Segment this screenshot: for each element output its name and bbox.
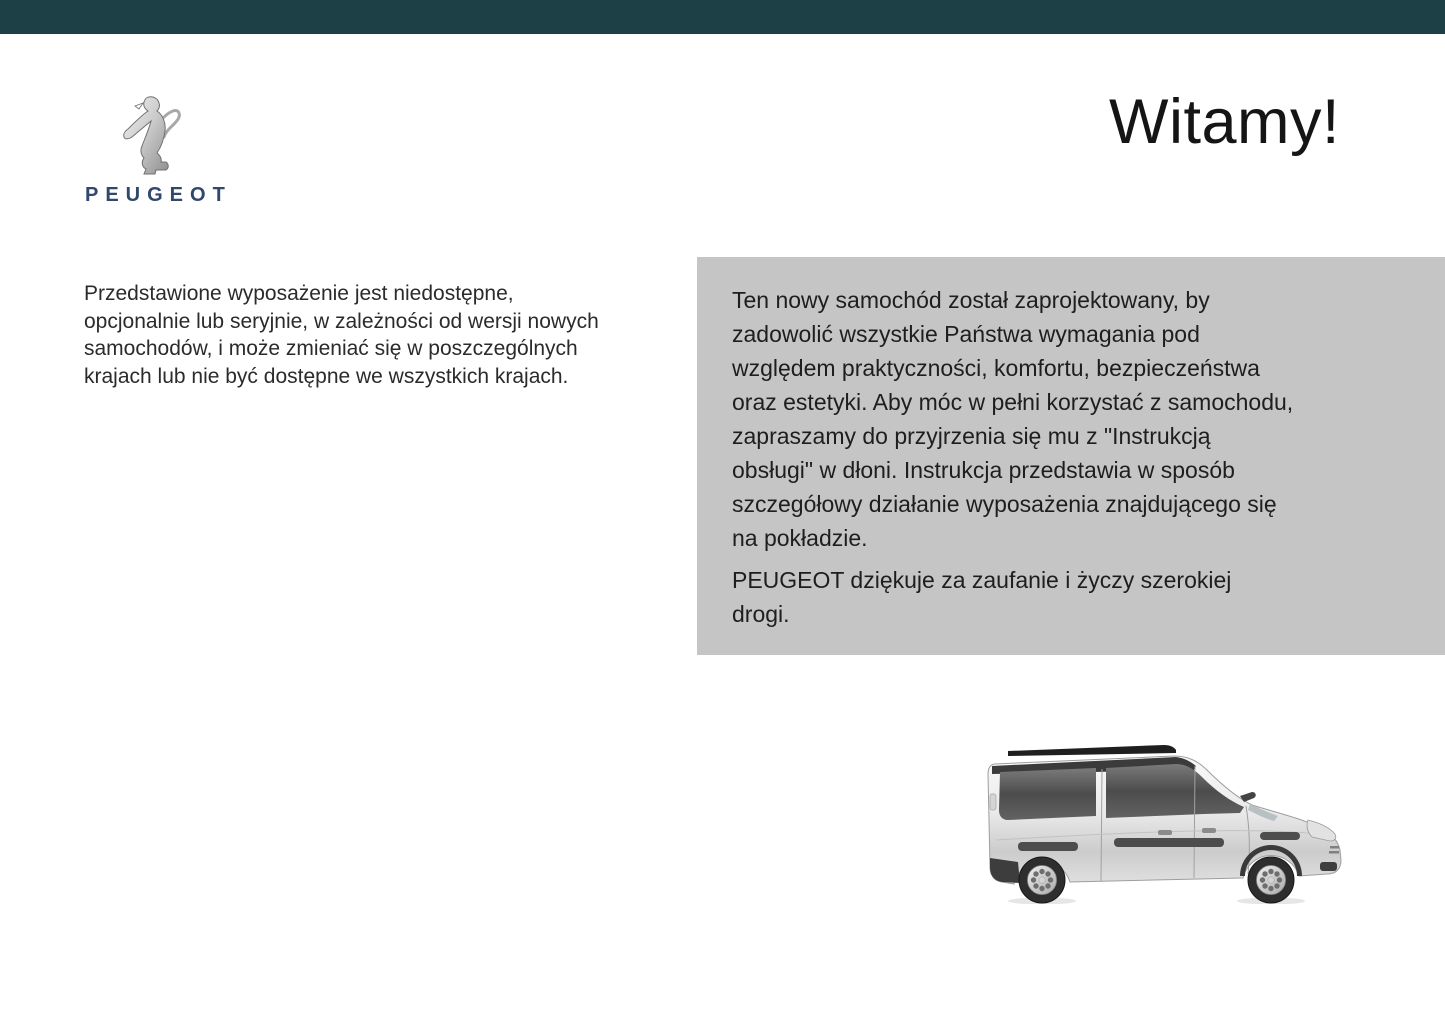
page-title: Witamy!: [1109, 87, 1340, 157]
thanks-paragraph: [732, 563, 1415, 631]
availability-note-line: opcjonalnie lub seryjnie, w zależności od wersji nowych: [84, 309, 599, 333]
brand-logo-block: [85, 96, 231, 207]
welcome-line: szczegółowy działanie wyposażenia znajdującego się: [732, 491, 1277, 517]
welcome-line: Ten nowy samochód został zaprojektowany, by: [732, 287, 1210, 313]
brand-wordmark: PEUGEOT: [85, 184, 232, 206]
welcome-line: zadowolić wszystkie Państwa wymagania pod: [732, 321, 1200, 347]
availability-note-line: krajach lub nie być dostępne we wszystkich krajach.: [84, 364, 569, 388]
welcome-line: zapraszamy do przyjrzenia się mu z "Instrukcją: [732, 423, 1211, 449]
availability-note-line: samochodów, i może zmieniać się w poszczególnych: [84, 337, 578, 360]
welcome-message-box: [697, 257, 1445, 655]
welcome-line: na pokładzie.: [732, 525, 868, 551]
welcome-line: oraz estetyki. Aby móc w pełni korzystać z samochodu,: [732, 389, 1294, 415]
top-banner: [0, 0, 1445, 34]
welcome-line: obsługi" w dłoni. Instrukcja przedstawia w sposób: [732, 457, 1235, 483]
welcome-line: drogi.: [732, 601, 790, 627]
availability-note: [84, 280, 599, 390]
vehicle-side-view-image: [978, 742, 1360, 904]
peugeot-lion-icon: [122, 96, 194, 176]
availability-note-line: Przedstawione wyposażenie jest niedostępne,: [84, 282, 514, 305]
welcome-paragraph: [732, 283, 1415, 555]
welcome-line: PEUGEOT dziękuje za zaufanie i życzy szerokiej: [732, 567, 1232, 593]
welcome-line: względem praktyczności, komfortu, bezpieczeństwa: [732, 355, 1260, 381]
